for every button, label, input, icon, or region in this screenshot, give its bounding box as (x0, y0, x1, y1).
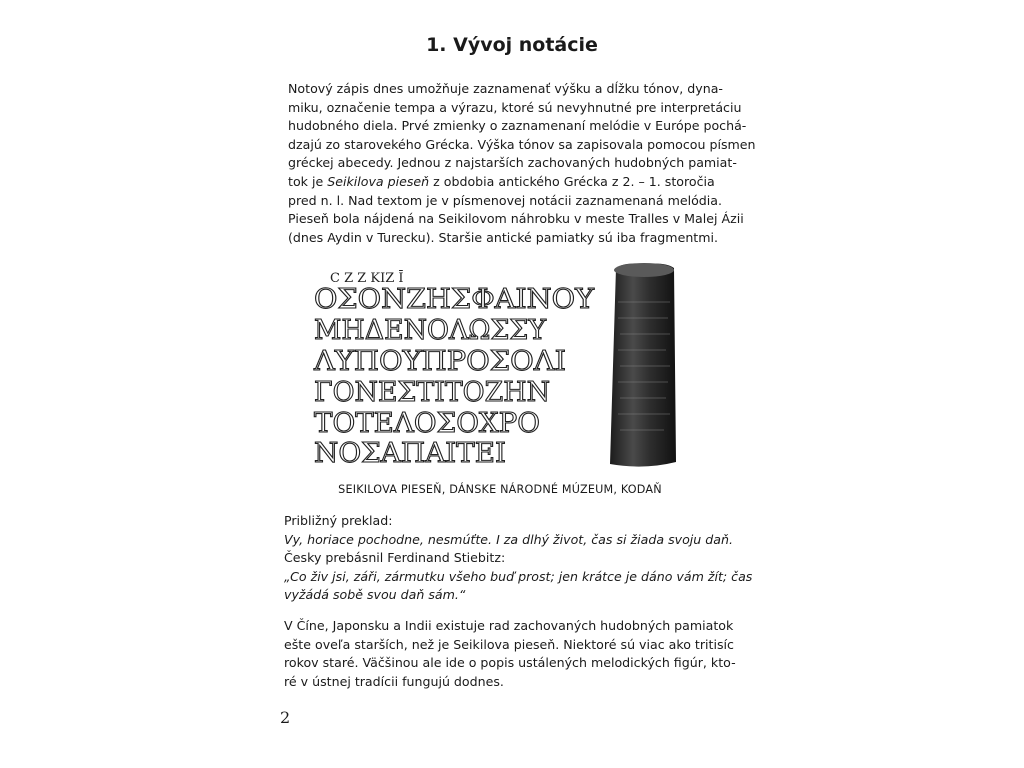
inscription-line: ΝΟΣΑΠΑΙΤΕΙ (314, 438, 506, 467)
inscription-line: ΤΟΤΕΛΟΣΟΧΡΟ (314, 408, 540, 439)
page-number: 2 (280, 708, 291, 727)
translation-label: Približný preklad: (284, 513, 393, 528)
inscription-line: ΛΥΠΟΥΠΡΟΣΟΛΙ (312, 346, 566, 377)
text-line: V Číne, Japonsku a Indii existuje rad zachovaných hudobných pamiatok (284, 618, 734, 633)
inscription-line: ΓΟΝΕΣΤΙΤΟΖΗΝ (314, 377, 550, 408)
figure-caption: SEIKILOVA PIESEŇ, DÁNSKE NÁRODNÉ MÚZEUM, KODAŇ (338, 483, 662, 496)
text-line: hudobného diela. Prvé zmienky o zaznamenaní melódie v Európe pochá- (288, 118, 747, 134)
text-line: dzajú zo starovekého Grécka. Výška tónov sa zapisovala pomocou písmen (288, 136, 756, 152)
closing-paragraph (284, 617, 736, 691)
text-fragment: tok je (288, 173, 328, 189)
text-line: rokov staré. Väčšinou ale ide o popis ustálených melodických figúr, kto- (284, 655, 736, 671)
inscription-line: ΜΗΔΕΝΟΛΩΣΣΥ (314, 315, 548, 346)
text-line: miku, označenie tempa a výrazu, ktoré sú nevyhnutné pre interpretáciu (288, 99, 742, 115)
text-line: ešte oveľa starších, než je Seikilova pieseň. Niektoré sú viac ako tritisíc (284, 636, 734, 652)
notation-row: C Z Z KIZ Ī (330, 271, 404, 286)
text-line: (dnes Aydin v Turecku). Staršie antické pamiatky sú iba fragmentmi. (288, 229, 719, 245)
text-line: ré v ústnej tradícii fungujú dodnes. (284, 673, 504, 689)
text-line: gréckej abecedy. Jednou z najstarších zachovaných hudobných pamiat- (288, 155, 737, 171)
czech-label: Česky prebásnil Ferdinand Stiebitz: (284, 550, 506, 566)
tombstone-photo (604, 262, 680, 472)
slovak-translation: Vy, horiace pochodne, nesmúťte. I za dlhý život, čas si žiada svoju daň. (284, 531, 733, 547)
inscription-figure (310, 262, 610, 467)
page-title: 1. Vývoj notácie (426, 34, 598, 56)
inscription-line: ΟΣΟΝΖΗΣΦΑΙΝΟΥ (314, 284, 596, 315)
translation-block (284, 512, 753, 605)
text-line-with-italic (288, 173, 728, 192)
text-line: Notový zápis dnes umožňuje zaznamenať výšku a dĺžku tónov, dyna- (288, 81, 723, 96)
text-fragment: z obdobia antického Grécka z 2. – 1. storočia (429, 173, 715, 189)
song-title-italic: Seikilova pieseň (327, 173, 430, 189)
czech-translation-line: vyžádá sobě svou daň sám.“ (284, 587, 466, 603)
text-line: pred n. l. Nad textom je v písmenovej notácii zaznamenaná melódia. (288, 192, 723, 208)
czech-translation-line: „Co živ jsi, záři, zármutku všeho buď prost; jen krátce je dáno vám žít; čas (284, 568, 753, 584)
intro-paragraph (288, 80, 756, 247)
text-line: Pieseň bola nájdená na Seikilovom náhrobku v meste Tralles v Malej Ázii (288, 211, 744, 227)
